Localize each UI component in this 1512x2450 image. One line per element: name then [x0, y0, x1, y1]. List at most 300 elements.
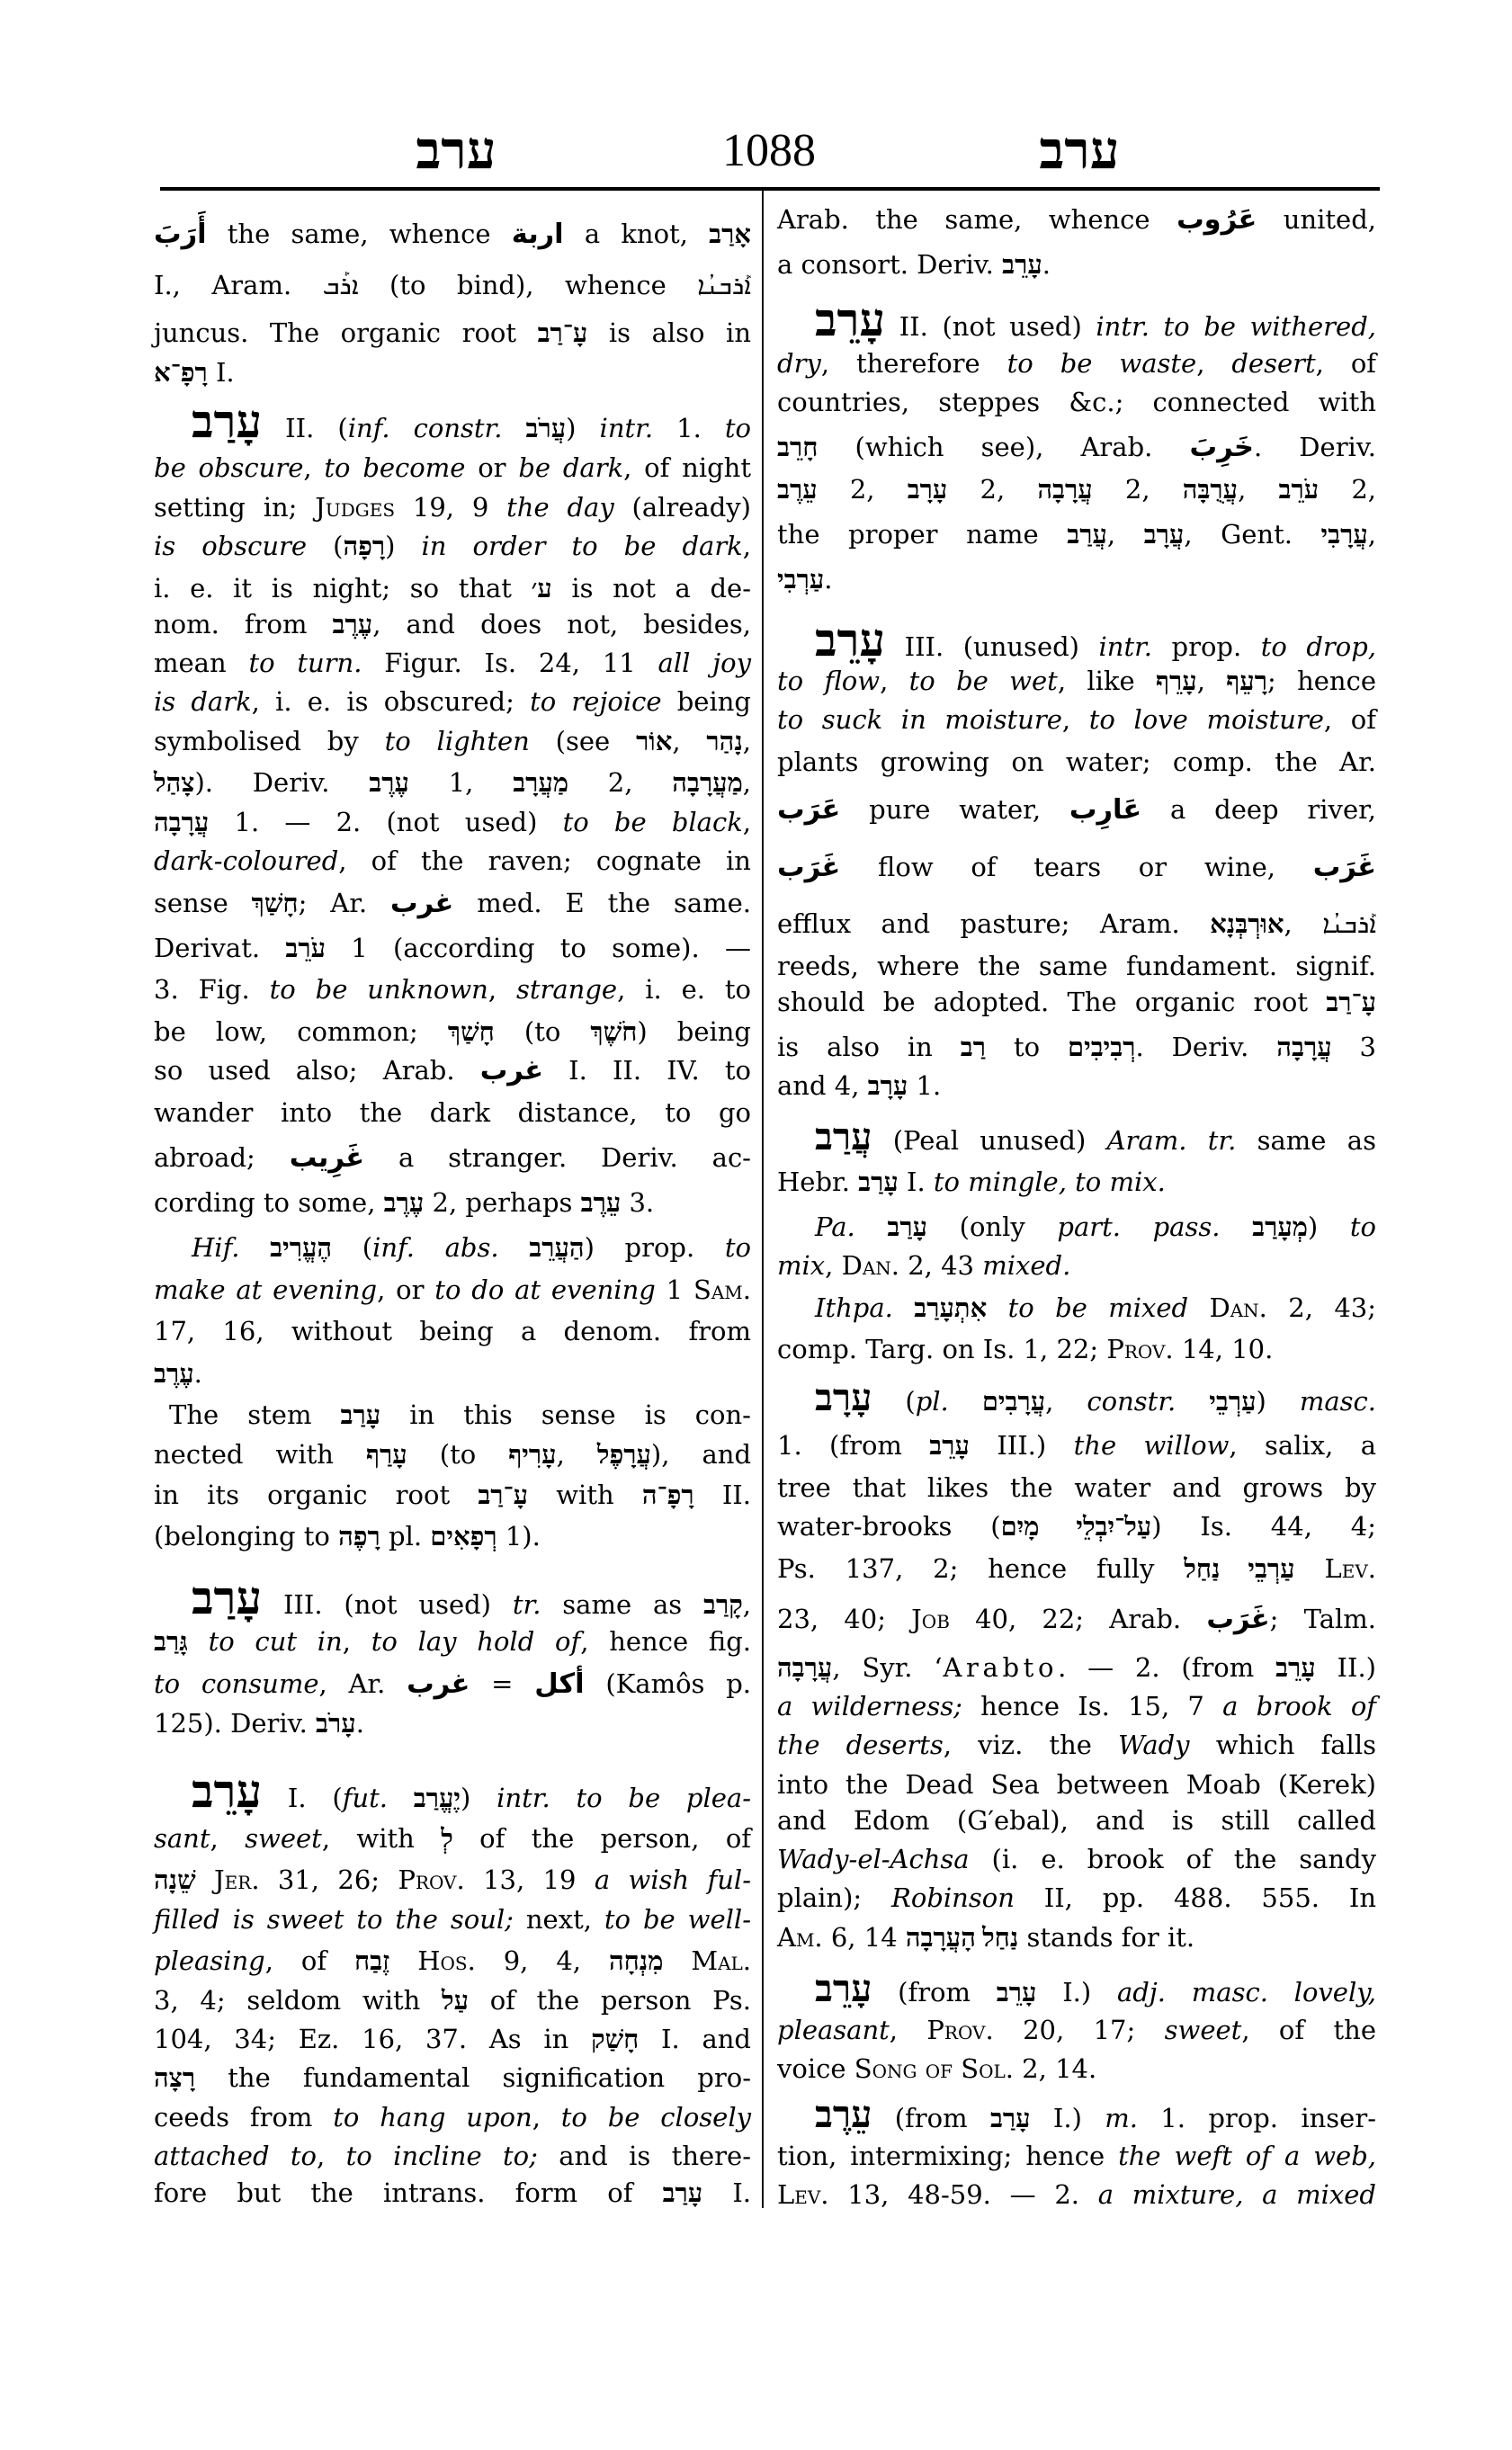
- italic-text: intr.: [599, 413, 654, 443]
- italic-text: is dark: [154, 686, 252, 717]
- text-line: [154, 882, 751, 924]
- text-run: which falls: [1189, 1730, 1376, 1760]
- hebrew-word: הַעֲרֵב: [529, 1234, 585, 1263]
- hebrew-word: נַחַל הָעֲרָבָה: [905, 1924, 1019, 1953]
- arabic-word: غَرِيب: [289, 1142, 365, 1174]
- italic-text: to be wet: [908, 666, 1058, 696]
- text-run: ) being: [637, 1016, 752, 1047]
- text-run: reeds, where the same fundament. signif.: [777, 951, 1376, 981]
- column-left: [154, 0, 751, 2450]
- hebrew-word: שֵׁנָה: [154, 1866, 196, 1895]
- hebrew-word: עָרָב: [907, 476, 948, 505]
- text-line: [154, 801, 751, 843]
- text-run: 2,: [947, 474, 1038, 505]
- text-line: [777, 1206, 1376, 1247]
- text-run: ; hence: [1266, 666, 1376, 696]
- italic-text: tr.: [512, 1589, 541, 1620]
- headword: עָרַב: [192, 1573, 263, 1623]
- text-run: (already): [613, 492, 751, 523]
- italic-text: to lighten: [384, 726, 530, 756]
- italic-text: Wady-el-Achsa: [777, 1844, 970, 1874]
- text-line: [777, 1647, 1376, 1688]
- text-run: [239, 1232, 270, 1263]
- italic-text: attached to: [154, 2141, 318, 2171]
- text-run: and is there-: [537, 2141, 751, 2171]
- italic-text: the deserts: [777, 1730, 944, 1760]
- text-run: 2, 43;: [1266, 1292, 1377, 1323]
- text-run: 1,: [408, 767, 514, 798]
- text-run: a knot,: [563, 219, 710, 249]
- arabic-word: غَرَب: [777, 852, 841, 883]
- text-run: ,: [1284, 908, 1323, 939]
- italic-text: sweet: [245, 1823, 322, 1854]
- arabic-word: غرب: [407, 1668, 470, 1700]
- text-run: ): [461, 1783, 497, 1813]
- italic-text: to be waste: [1007, 348, 1197, 379]
- text-run: (which see), Arab.: [818, 432, 1190, 462]
- text-run: , with: [321, 1823, 442, 1854]
- text-run: Figur. Is. 24, 11: [362, 648, 658, 678]
- hebrew-word: רְבִיבִים: [1068, 1033, 1136, 1062]
- text-run: symbolised by: [154, 726, 385, 756]
- text-run: ): [566, 413, 600, 443]
- italic-text: dark-coloured: [154, 845, 339, 876]
- hebrew-word: עָרַב: [858, 1168, 899, 1197]
- text-run: a consort. Deriv.: [777, 249, 1003, 280]
- hebrew-word: זֶבַח: [354, 1947, 390, 1976]
- hebrew-word: עֶרֶב: [154, 1360, 194, 1389]
- sub-headword: עָרֵב: [815, 1968, 872, 2009]
- text-run: 17, 16, without being a denom. from: [154, 1316, 751, 1346]
- hebrew-word: רָעֵף: [1226, 667, 1267, 696]
- text-run: united,: [1257, 204, 1376, 235]
- arabic-word: عَارِب: [1069, 794, 1142, 826]
- text-run: ): [1307, 1212, 1350, 1242]
- hebrew-word: עַל־יִבְלֵי מָיִם: [1000, 1513, 1152, 1542]
- text-run: the same, whence: [206, 219, 512, 249]
- italic-text: to become: [324, 452, 466, 483]
- italic-text: to be well-: [604, 1904, 751, 1935]
- hebrew-word: צָהַל: [154, 769, 195, 798]
- hebrew-word: גָּרַב: [154, 1628, 188, 1657]
- text-run: . — 2. (from: [1058, 1652, 1276, 1683]
- hebrew-word: אוּרְבְּנָא: [1210, 910, 1284, 939]
- text-line: [777, 343, 1376, 384]
- text-line: [777, 2009, 1376, 2051]
- text-line: [777, 660, 1376, 702]
- text-line: [154, 1621, 751, 1662]
- hebrew-word: עֹרֵב: [285, 934, 327, 963]
- italic-text: mixed.: [982, 1250, 1071, 1281]
- hebrew-word: רַב: [960, 1033, 987, 1062]
- text-line: [777, 1467, 1376, 1508]
- hebrew-word: עֲרָבָה: [1037, 476, 1093, 505]
- small-caps-reference: Song of Sol.: [854, 2053, 1014, 2084]
- italic-text: pleasing: [154, 1945, 265, 1976]
- hebrew-word: עָרֵב: [996, 1979, 1037, 2007]
- text-line: [154, 1474, 751, 1516]
- text-run: prop.: [1152, 631, 1261, 662]
- text-run: and Edom (G′ebal), and is still called: [777, 1805, 1376, 1836]
- hebrew-word: עָרֵב: [929, 1432, 970, 1461]
- text-run: (see: [529, 726, 637, 756]
- text-run: and 4,: [777, 1070, 868, 1101]
- running-head-left: ערב: [416, 121, 497, 180]
- italic-text: adj. masc. lovely,: [1116, 1977, 1376, 2007]
- arabic-word: عَرُوب: [1176, 204, 1257, 236]
- text-line: [777, 1245, 1376, 1286]
- hebrew-word: רָצָה: [154, 2064, 196, 2093]
- hebrew-word: עָרִיף: [508, 1441, 557, 1470]
- italic-text: sant: [154, 1823, 210, 1854]
- text-run: is also in: [777, 1032, 961, 1062]
- text-run: . Deriv.: [1135, 1032, 1277, 1062]
- text-run: 20, 17;: [993, 2015, 1165, 2045]
- text-run: I.: [207, 357, 235, 388]
- hebrew-word: עָרַב: [989, 2105, 1031, 2133]
- text-run: II. (: [262, 413, 348, 443]
- text-line: [154, 352, 751, 393]
- italic-text: to incline to;: [345, 2141, 538, 2171]
- text-line: [777, 1800, 1376, 1841]
- text-line: [777, 199, 1376, 240]
- text-run: , i. e. is obscured;: [251, 686, 531, 717]
- text-line: [154, 927, 751, 969]
- text-run: Arab. the same, whence: [777, 204, 1177, 235]
- text-run: ) Is. 44, 4;: [1151, 1511, 1376, 1542]
- text-line: [154, 1899, 751, 1940]
- text-line: [777, 846, 1376, 888]
- text-run: water-brooks (: [777, 1511, 1001, 1542]
- italic-text: the day: [506, 492, 614, 523]
- text-run: 3. Fig.: [154, 974, 270, 1005]
- text-run: (i. e. brook of the sandy: [969, 1844, 1376, 1874]
- arabic-word: اربة: [511, 219, 564, 250]
- text-run: same as: [541, 1589, 704, 1620]
- text-run: ,: [488, 974, 516, 1005]
- hebrew-word: חָשַׁךְ: [447, 1018, 495, 1047]
- hebrew-word: מְעָרַב: [1252, 1213, 1308, 1242]
- text-run: 2, 43: [899, 1250, 983, 1281]
- text-run: I.: [898, 1167, 934, 1197]
- text-run: ), and: [650, 1439, 752, 1470]
- text-run: 1. — 2. (not used): [209, 807, 563, 837]
- text-run: plain);: [777, 1882, 892, 1913]
- italic-text: to cut in: [208, 1626, 343, 1657]
- text-run: .: [1042, 249, 1051, 280]
- text-run: ceeds from: [154, 2102, 334, 2133]
- hebrew-word: עָרַב: [887, 1213, 927, 1242]
- hebrew-word: רְפָאִים: [430, 1523, 497, 1551]
- text-run: ,: [210, 1823, 246, 1854]
- text-run: , hence fig.: [580, 1626, 752, 1657]
- hebrew-word: עָרַב: [340, 1401, 381, 1430]
- hebrew-word: עַרְבֵי: [1209, 1388, 1257, 1417]
- text-line: [154, 1940, 751, 1981]
- text-run: [1295, 1553, 1325, 1584]
- text-line: [154, 1310, 751, 1352]
- text-run: III. (unused): [885, 631, 1099, 662]
- text-line: [777, 1877, 1376, 1918]
- text-line: [154, 1011, 751, 1052]
- text-run: the proper name: [777, 519, 1068, 550]
- hebrew-word: חָשַׁק: [591, 2025, 640, 2054]
- text-line: [777, 1287, 1376, 1328]
- text-run: 125). Deriv.: [154, 1708, 317, 1739]
- text-run: 1.: [908, 1070, 942, 1101]
- small-caps-reference: Job: [911, 1604, 950, 1634]
- text-line: [154, 762, 751, 803]
- text-line: [154, 1663, 751, 1704]
- text-run: wander into the dark distance, to go: [154, 1097, 751, 1128]
- arabic-word: خَرِبَ: [1189, 432, 1254, 463]
- text-run: ; Ar.: [298, 888, 390, 918]
- text-run: pure water,: [840, 794, 1069, 825]
- italic-text: constr.: [1087, 1386, 1176, 1417]
- text-line: [154, 1980, 751, 2021]
- text-run: ,: [880, 666, 909, 696]
- text-run: I., Aram.: [154, 270, 323, 300]
- hebrew-word: רָפָ־א: [154, 359, 208, 388]
- text-run: plants growing on water; comp. the Ar.: [777, 747, 1376, 777]
- text-run: [949, 1386, 982, 1417]
- text-run: in this sense is con-: [380, 1399, 751, 1430]
- italic-text: to flow: [777, 666, 881, 696]
- small-caps-reference: Sam.: [693, 1274, 751, 1305]
- text-line: [777, 295, 1376, 345]
- column-divider: [762, 190, 764, 2208]
- italic-text: the weft of a web,: [1118, 2141, 1376, 2171]
- text-run: , of the: [1241, 2015, 1377, 2045]
- text-run: voice: [777, 2053, 854, 2084]
- text-run: 40, 22; Arab.: [949, 1604, 1207, 1634]
- hebrew-word: לְ: [441, 1825, 453, 1854]
- text-run: with: [528, 1480, 642, 1510]
- text-run: [502, 413, 525, 443]
- text-run: ,: [532, 2102, 561, 2133]
- text-run: [1188, 1292, 1209, 1323]
- text-run: , like: [1057, 666, 1157, 696]
- small-caps-reference: Dan.: [1209, 1292, 1267, 1323]
- text-run: ,: [1061, 704, 1089, 735]
- hebrew-word: עָ־רַב: [478, 1481, 529, 1510]
- text-run: ,: [317, 2141, 346, 2171]
- text-line: [154, 1353, 751, 1394]
- text-line: [777, 1116, 1376, 1160]
- text-line: [154, 969, 751, 1010]
- text-run: , salix, a: [1229, 1430, 1376, 1461]
- text-run: 1: [655, 1274, 693, 1305]
- text-run: (belonging to: [154, 1521, 339, 1551]
- text-line: [154, 2097, 751, 2138]
- italic-text: Ithpa.: [815, 1292, 893, 1323]
- text-run: setting in;: [154, 492, 316, 523]
- text-line: [154, 1050, 751, 1091]
- text-line: [154, 447, 751, 488]
- text-run: . Deriv.: [1253, 432, 1376, 462]
- text-run: to: [986, 1032, 1068, 1062]
- text-line: [154, 213, 751, 255]
- headword: עָרֵב: [192, 1766, 263, 1817]
- italic-text: pleasant: [777, 2015, 890, 2045]
- text-run: 31, 26;: [259, 1864, 398, 1895]
- text-run: [188, 1626, 209, 1657]
- text-line: [154, 2057, 751, 2098]
- small-caps-reference: Lev.: [1324, 1553, 1377, 1584]
- text-run: cording to some,: [154, 1187, 384, 1218]
- text-line: [154, 312, 751, 353]
- text-run: Ps. 137, 2; hence fully: [777, 1553, 1185, 1584]
- italic-text: be obscure: [154, 452, 304, 483]
- italic-text: m.: [1105, 2103, 1138, 2133]
- hebrew-word: עֶרֶב: [332, 611, 373, 639]
- text-run: should be adopted. The organic root: [777, 987, 1327, 1017]
- text-run: countries, steppes &c.; connected with: [777, 387, 1376, 417]
- hebrew-word: עֲרָבָה: [777, 1654, 833, 1683]
- text-run: 1. prop. inser-: [1137, 2103, 1376, 2133]
- text-run: , Ar.: [318, 1668, 407, 1699]
- hebrew-word: מִנְחָה: [608, 1947, 664, 1976]
- text-run: ). Deriv.: [194, 767, 370, 798]
- text-run: 19, 9: [395, 492, 507, 523]
- hebrew-word: חֹשֶׁךְ: [590, 1018, 638, 1047]
- text-run: III. (not used): [262, 1589, 513, 1620]
- italic-text: a mixture, a mixed: [1097, 2179, 1376, 2210]
- italic-text: intr. to be withered,: [1096, 311, 1376, 342]
- text-line: [777, 1161, 1376, 1203]
- text-run: nom. from: [154, 609, 333, 639]
- text-run: tion, intermixing; hence: [777, 2141, 1119, 2171]
- small-caps-reference: Mal.: [691, 1945, 752, 1976]
- italic-text: in order to be dark: [421, 531, 743, 561]
- italic-text: dry: [777, 348, 821, 379]
- text-line: [777, 1838, 1376, 1880]
- text-run: (to bind), whence: [358, 270, 698, 300]
- text-line: [777, 2048, 1376, 2089]
- text-run: (: [307, 531, 344, 561]
- text-line: [777, 1598, 1376, 1640]
- column-right: [777, 0, 1376, 2450]
- text-run: nected with: [154, 1439, 367, 1470]
- italic-text: to be black: [562, 807, 743, 837]
- text-run: .: [193, 1358, 202, 1389]
- text-run: I. II. IV. to: [543, 1055, 751, 1086]
- italic-text: desert: [1231, 348, 1316, 379]
- italic-text: to hang upon: [333, 2102, 532, 2133]
- text-line: [777, 1328, 1376, 1370]
- text-run: (Peal unused): [872, 1125, 1107, 1156]
- text-run: 1).: [497, 1521, 541, 1551]
- arabic-word: عَرَب: [777, 794, 841, 826]
- italic-text: intr. to be plea-: [497, 1783, 751, 1813]
- text-line: [777, 1968, 1376, 2012]
- text-run: ,: [556, 1439, 597, 1470]
- small-caps-reference: Am.: [777, 1922, 823, 1953]
- hebrew-word: עֲרָב: [1143, 521, 1185, 550]
- hebrew-word: עָרָב: [867, 1072, 908, 1101]
- italic-text: to be closely: [560, 2102, 751, 2133]
- text-run: ,: [1045, 1386, 1087, 1417]
- text-run: or: [465, 452, 519, 483]
- text-line: [777, 381, 1376, 423]
- text-line: [777, 2094, 1376, 2138]
- text-run: Hebr.: [777, 1167, 859, 1197]
- italic-text: make at evening: [154, 1274, 378, 1305]
- text-run: II. (not used): [885, 311, 1096, 342]
- text-run: ) prop.: [584, 1232, 725, 1263]
- italic-text: to be unknown: [269, 974, 488, 1005]
- text-run: a deep river,: [1141, 794, 1376, 825]
- italic-text: to do at evening: [434, 1274, 656, 1305]
- hebrew-word: אָרַב: [709, 220, 751, 249]
- text-run: I. and: [639, 2024, 751, 2054]
- text-run: ,: [742, 767, 752, 798]
- hebrew-word: מַעֲרָב: [513, 769, 569, 798]
- text-line: [777, 1548, 1376, 1589]
- text-run: 2, 14.: [1013, 2053, 1097, 2084]
- text-line: [777, 789, 1376, 830]
- text-run: pl.: [380, 1521, 431, 1551]
- text-run: (from: [872, 2103, 990, 2133]
- text-run: being: [661, 686, 751, 717]
- text-line: [154, 720, 751, 762]
- text-run: I.: [702, 2177, 751, 2208]
- text-run: ,: [1238, 474, 1279, 505]
- hebrew-word: עָ־רַב: [1326, 988, 1376, 1017]
- italic-text: a wilderness;: [777, 1691, 962, 1721]
- hebrew-word: חָרֵב: [777, 434, 819, 462]
- text-line: [154, 1573, 751, 1623]
- text-line: [777, 1506, 1376, 1547]
- text-run: I.): [1030, 2103, 1105, 2133]
- text-run: stands for it.: [1018, 1922, 1195, 1953]
- text-run: 2,: [1092, 474, 1183, 505]
- headword: עָרַב: [192, 397, 263, 447]
- text-run: , or: [377, 1274, 435, 1305]
- text-line: [154, 1818, 751, 1859]
- hebrew-word: עֲרֻבָּה: [1182, 476, 1239, 505]
- text-run: , of: [264, 1945, 354, 1976]
- text-run: 2,: [817, 474, 908, 505]
- small-caps-reference: Prov.: [926, 2015, 994, 2045]
- hebrew-word: עָרֵב: [1275, 1654, 1316, 1683]
- text-run: be low, common;: [154, 1016, 448, 1047]
- hebrew-word: קָרַב: [703, 1591, 743, 1620]
- text-run: , of: [1323, 704, 1376, 735]
- text-run: [987, 1292, 1007, 1323]
- text-run: 9, 4,: [475, 1945, 609, 1976]
- hebrew-word: יֶעֱרַב: [413, 1784, 461, 1813]
- small-caps-reference: Judges: [315, 492, 396, 523]
- italic-text: to rejoice: [530, 686, 662, 717]
- running-head-right: ערב: [1039, 121, 1120, 180]
- hebrew-word: רָפֶה: [338, 1523, 380, 1551]
- text-run: tree that likes the water and grows by: [777, 1472, 1376, 1503]
- text-line: [154, 397, 751, 447]
- text-run: ,: [1196, 666, 1227, 696]
- hebrew-word: עֲרָבָה: [154, 809, 210, 837]
- text-run: into the Dead Sea between Moab (Kerek): [777, 1769, 1376, 1800]
- text-run: , of: [1315, 348, 1377, 379]
- italic-text: to mingle, to mix.: [933, 1167, 1166, 1197]
- text-run: of the person, of: [452, 1823, 752, 1854]
- text-run: 3: [1331, 1032, 1376, 1062]
- small-caps-reference: Dan.: [841, 1250, 899, 1281]
- hebrew-word: ע׳: [531, 575, 552, 604]
- headword: עָרֵב: [815, 295, 886, 345]
- text-line: [777, 1026, 1376, 1068]
- text-run: ,: [825, 1250, 842, 1281]
